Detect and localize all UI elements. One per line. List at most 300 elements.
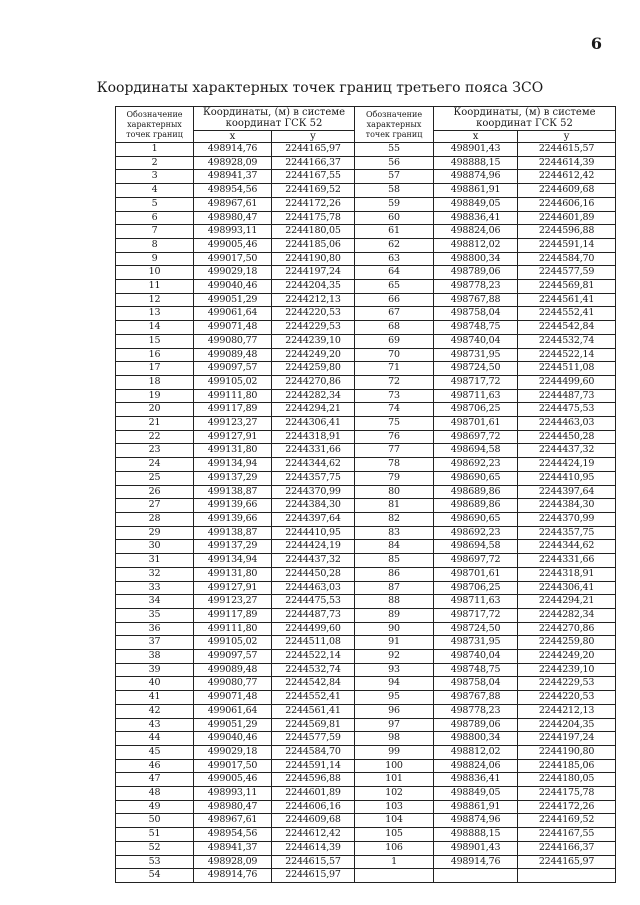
left-coord-y: 2244331,66 bbox=[272, 444, 355, 458]
table-row bbox=[116, 430, 616, 444]
left-point-number: 44 bbox=[116, 732, 194, 746]
left-coord-y: 2244591,14 bbox=[272, 759, 355, 773]
table-row bbox=[116, 403, 616, 417]
table-row bbox=[116, 718, 616, 732]
right-coord-y: 2244249,20 bbox=[518, 650, 616, 664]
axis-y-left: y bbox=[272, 130, 355, 142]
right-coord-x: 498914,76 bbox=[434, 855, 518, 869]
right-point-number: 84 bbox=[355, 540, 434, 554]
right-point-number bbox=[355, 869, 434, 883]
table-row bbox=[116, 293, 616, 307]
left-point-number: 8 bbox=[116, 238, 194, 252]
right-coord-y: 2244212,13 bbox=[518, 704, 616, 718]
left-point-number: 32 bbox=[116, 567, 194, 581]
left-point-number: 34 bbox=[116, 595, 194, 609]
right-coord-x: 498731,95 bbox=[434, 348, 518, 362]
left-coord-y: 2244249,20 bbox=[272, 348, 355, 362]
right-coord-x: 498689,86 bbox=[434, 499, 518, 513]
left-coord-x: 499061,64 bbox=[194, 307, 272, 321]
right-point-number: 58 bbox=[355, 184, 434, 198]
right-point-number: 103 bbox=[355, 800, 434, 814]
left-point-number: 13 bbox=[116, 307, 194, 321]
table-row bbox=[116, 554, 616, 568]
right-coord-y: 2244282,34 bbox=[518, 608, 616, 622]
right-point-number: 72 bbox=[355, 375, 434, 389]
table-row bbox=[116, 567, 616, 581]
left-coord-x: 498967,61 bbox=[194, 197, 272, 211]
left-coord-x: 498954,56 bbox=[194, 184, 272, 198]
left-coord-y: 2244270,86 bbox=[272, 375, 355, 389]
right-coord-y: 2244463,03 bbox=[518, 417, 616, 431]
left-coord-y: 2244499,60 bbox=[272, 622, 355, 636]
right-point-number: 100 bbox=[355, 759, 434, 773]
right-point-number: 55 bbox=[355, 143, 434, 157]
left-coord-y: 2244561,41 bbox=[272, 704, 355, 718]
left-coord-y: 2244511,08 bbox=[272, 636, 355, 650]
left-point-number: 47 bbox=[116, 773, 194, 787]
left-point-number: 40 bbox=[116, 677, 194, 691]
left-coord-x: 498993,11 bbox=[194, 225, 272, 239]
right-coord-x: 498812,02 bbox=[434, 238, 518, 252]
left-coord-y: 2244239,10 bbox=[272, 334, 355, 348]
left-coord-x: 498941,37 bbox=[194, 841, 272, 855]
right-coord-y: 2244606,16 bbox=[518, 197, 616, 211]
right-coord-x: 498758,04 bbox=[434, 677, 518, 691]
right-coord-x: 498888,15 bbox=[434, 828, 518, 842]
right-point-number: 96 bbox=[355, 704, 434, 718]
left-coord-y: 2244552,41 bbox=[272, 691, 355, 705]
right-coord-x: 498717,72 bbox=[434, 608, 518, 622]
left-point-number: 16 bbox=[116, 348, 194, 362]
right-coord-x: 498701,61 bbox=[434, 417, 518, 431]
left-point-number: 30 bbox=[116, 540, 194, 554]
left-point-number: 12 bbox=[116, 293, 194, 307]
right-coord-y: 2244561,41 bbox=[518, 293, 616, 307]
right-point-number: 92 bbox=[355, 650, 434, 664]
right-coord-x: 498812,02 bbox=[434, 745, 518, 759]
right-point-number: 105 bbox=[355, 828, 434, 842]
right-coord-x: 498800,34 bbox=[434, 252, 518, 266]
left-coord-y: 2244569,81 bbox=[272, 718, 355, 732]
right-point-number: 88 bbox=[355, 595, 434, 609]
table-row bbox=[116, 417, 616, 431]
page-number: 6 bbox=[590, 34, 602, 53]
left-coord-y: 2244306,41 bbox=[272, 417, 355, 431]
table-row bbox=[116, 540, 616, 554]
right-coord-x: 498824,06 bbox=[434, 225, 518, 239]
right-coord-y: 2244165,97 bbox=[518, 855, 616, 869]
right-point-number: 80 bbox=[355, 485, 434, 499]
left-point-number: 23 bbox=[116, 444, 194, 458]
left-coord-x: 499117,89 bbox=[194, 608, 272, 622]
left-point-number: 2 bbox=[116, 156, 194, 170]
table-row bbox=[116, 650, 616, 664]
left-coord-y: 2244190,80 bbox=[272, 252, 355, 266]
left-coord-y: 2244212,13 bbox=[272, 293, 355, 307]
right-point-number: 67 bbox=[355, 307, 434, 321]
right-coord-x: 498849,05 bbox=[434, 197, 518, 211]
right-point-number: 79 bbox=[355, 471, 434, 485]
left-coord-x: 499138,87 bbox=[194, 526, 272, 540]
table-row bbox=[116, 389, 616, 403]
left-coord-y: 2244614,39 bbox=[272, 841, 355, 855]
right-coord-x: 498748,75 bbox=[434, 663, 518, 677]
table-row bbox=[116, 156, 616, 170]
left-coord-y: 2244606,16 bbox=[272, 800, 355, 814]
left-coord-x: 498967,61 bbox=[194, 814, 272, 828]
table-row bbox=[116, 170, 616, 184]
table-row bbox=[116, 499, 616, 513]
right-coord-y: 2244384,30 bbox=[518, 499, 616, 513]
right-coord-y: 2244229,53 bbox=[518, 677, 616, 691]
left-coord-x: 499017,50 bbox=[194, 252, 272, 266]
left-point-number: 45 bbox=[116, 745, 194, 759]
right-coord-y: 2244239,10 bbox=[518, 663, 616, 677]
left-coord-x: 499040,46 bbox=[194, 732, 272, 746]
table-row bbox=[116, 855, 616, 869]
right-coord-y: 2244172,26 bbox=[518, 800, 616, 814]
left-coord-y: 2244384,30 bbox=[272, 499, 355, 513]
left-coord-x: 499137,29 bbox=[194, 471, 272, 485]
table-row bbox=[116, 348, 616, 362]
right-coord-y: 2244306,41 bbox=[518, 581, 616, 595]
right-coord-x: 498836,41 bbox=[434, 211, 518, 225]
right-coord-x: 498717,72 bbox=[434, 375, 518, 389]
left-coord-y: 2244165,97 bbox=[272, 143, 355, 157]
left-coord-x: 499029,18 bbox=[194, 745, 272, 759]
table-body bbox=[116, 143, 616, 883]
left-coord-x: 499134,94 bbox=[194, 458, 272, 472]
left-point-number: 37 bbox=[116, 636, 194, 650]
left-coord-x: 499117,89 bbox=[194, 403, 272, 417]
right-coord-y: 2244270,86 bbox=[518, 622, 616, 636]
right-coord-y: 2244615,57 bbox=[518, 143, 616, 157]
left-coord-y: 2244463,03 bbox=[272, 581, 355, 595]
right-coord-x: 498692,23 bbox=[434, 526, 518, 540]
left-coord-y: 2244542,84 bbox=[272, 677, 355, 691]
left-point-number: 24 bbox=[116, 458, 194, 472]
right-coord-x: 498861,91 bbox=[434, 184, 518, 198]
right-point-number: 70 bbox=[355, 348, 434, 362]
right-coord-y: 2244450,28 bbox=[518, 430, 616, 444]
right-point-number: 63 bbox=[355, 252, 434, 266]
right-point-number: 95 bbox=[355, 691, 434, 705]
left-coord-y: 2244410,95 bbox=[272, 526, 355, 540]
right-coord-x: 498758,04 bbox=[434, 307, 518, 321]
left-coord-y: 2244357,75 bbox=[272, 471, 355, 485]
right-point-number: 87 bbox=[355, 581, 434, 595]
right-point-number: 91 bbox=[355, 636, 434, 650]
right-coord-y: 2244437,32 bbox=[518, 444, 616, 458]
right-coord-y bbox=[518, 869, 616, 883]
table-row bbox=[116, 362, 616, 376]
right-coord-y: 2244612,42 bbox=[518, 170, 616, 184]
left-coord-y: 2244204,35 bbox=[272, 280, 355, 294]
right-coord-y: 2244552,41 bbox=[518, 307, 616, 321]
table-row bbox=[116, 608, 616, 622]
right-point-number: 89 bbox=[355, 608, 434, 622]
table-row bbox=[116, 375, 616, 389]
right-point-number: 99 bbox=[355, 745, 434, 759]
left-coord-x: 499005,46 bbox=[194, 773, 272, 787]
right-coord-y: 2244532,74 bbox=[518, 334, 616, 348]
right-coord-y: 2244499,60 bbox=[518, 375, 616, 389]
left-coord-x: 499127,91 bbox=[194, 581, 272, 595]
right-point-number: 90 bbox=[355, 622, 434, 636]
right-coord-x: 498690,65 bbox=[434, 512, 518, 526]
left-coord-x: 498914,76 bbox=[194, 869, 272, 883]
left-coord-y: 2244166,37 bbox=[272, 156, 355, 170]
coordinates-table bbox=[115, 106, 616, 883]
left-point-number: 53 bbox=[116, 855, 194, 869]
right-point-number: 65 bbox=[355, 280, 434, 294]
right-point-number: 83 bbox=[355, 526, 434, 540]
right-coord-x: 498901,43 bbox=[434, 841, 518, 855]
right-point-number: 62 bbox=[355, 238, 434, 252]
right-coord-x: 498888,15 bbox=[434, 156, 518, 170]
left-coord-y: 2244169,52 bbox=[272, 184, 355, 198]
table-row bbox=[116, 691, 616, 705]
left-coord-y: 2244601,89 bbox=[272, 787, 355, 801]
right-coord-x: 498706,25 bbox=[434, 581, 518, 595]
left-point-number: 39 bbox=[116, 663, 194, 677]
table-row bbox=[116, 184, 616, 198]
table-row bbox=[116, 814, 616, 828]
left-coord-x: 499040,46 bbox=[194, 280, 272, 294]
right-coord-x: 498706,25 bbox=[434, 403, 518, 417]
left-coord-y: 2244229,53 bbox=[272, 321, 355, 335]
right-coord-x: 498724,50 bbox=[434, 622, 518, 636]
right-coord-y: 2244475,53 bbox=[518, 403, 616, 417]
left-point-number: 18 bbox=[116, 375, 194, 389]
table-row bbox=[116, 732, 616, 746]
right-coord-x: 498689,86 bbox=[434, 485, 518, 499]
left-coord-y: 2244424,19 bbox=[272, 540, 355, 554]
right-point-number: 69 bbox=[355, 334, 434, 348]
left-point-number: 46 bbox=[116, 759, 194, 773]
right-point-number: 64 bbox=[355, 266, 434, 280]
left-point-number: 50 bbox=[116, 814, 194, 828]
right-coord-y: 2244614,39 bbox=[518, 156, 616, 170]
right-coord-x: 498778,23 bbox=[434, 704, 518, 718]
right-coord-y: 2244185,06 bbox=[518, 759, 616, 773]
left-point-number: 31 bbox=[116, 554, 194, 568]
table-row bbox=[116, 869, 616, 883]
right-coord-y: 2244424,19 bbox=[518, 458, 616, 472]
right-coord-x: 498824,06 bbox=[434, 759, 518, 773]
left-coord-y: 2244180,05 bbox=[272, 225, 355, 239]
right-point-number: 106 bbox=[355, 841, 434, 855]
left-coord-x: 499123,27 bbox=[194, 417, 272, 431]
left-coord-y: 2244220,53 bbox=[272, 307, 355, 321]
left-coord-y: 2244282,34 bbox=[272, 389, 355, 403]
left-coord-x: 498941,37 bbox=[194, 170, 272, 184]
right-coord-x: 498748,75 bbox=[434, 321, 518, 335]
left-coord-x: 498928,09 bbox=[194, 156, 272, 170]
header-coords-left: Координаты, (м) в системе координат ГСК 52 bbox=[194, 107, 355, 131]
left-point-number: 3 bbox=[116, 170, 194, 184]
table-row bbox=[116, 787, 616, 801]
right-coord-y: 2244410,95 bbox=[518, 471, 616, 485]
right-coord-y: 2244331,66 bbox=[518, 554, 616, 568]
left-point-number: 26 bbox=[116, 485, 194, 499]
right-coord-y: 2244596,88 bbox=[518, 225, 616, 239]
left-coord-y: 2244615,97 bbox=[272, 869, 355, 883]
table-row bbox=[116, 622, 616, 636]
right-coord-x: 498740,04 bbox=[434, 650, 518, 664]
right-coord-y: 2244370,99 bbox=[518, 512, 616, 526]
right-coord-x: 498740,04 bbox=[434, 334, 518, 348]
right-coord-y: 2244344,62 bbox=[518, 540, 616, 554]
left-coord-y: 2244185,06 bbox=[272, 238, 355, 252]
left-point-number: 20 bbox=[116, 403, 194, 417]
right-point-number: 76 bbox=[355, 430, 434, 444]
right-point-number: 102 bbox=[355, 787, 434, 801]
left-coord-x: 499051,29 bbox=[194, 293, 272, 307]
right-point-number: 60 bbox=[355, 211, 434, 225]
right-point-number: 77 bbox=[355, 444, 434, 458]
table-row bbox=[116, 677, 616, 691]
right-coord-x: 498731,95 bbox=[434, 636, 518, 650]
left-coord-x: 499080,77 bbox=[194, 677, 272, 691]
right-point-number: 85 bbox=[355, 554, 434, 568]
right-point-number: 73 bbox=[355, 389, 434, 403]
right-coord-x: 498697,72 bbox=[434, 554, 518, 568]
table-row bbox=[116, 773, 616, 787]
right-coord-y: 2244511,08 bbox=[518, 362, 616, 376]
left-coord-x: 499105,02 bbox=[194, 375, 272, 389]
left-coord-y: 2244450,28 bbox=[272, 567, 355, 581]
left-coord-x: 499139,66 bbox=[194, 499, 272, 513]
left-point-number: 5 bbox=[116, 197, 194, 211]
left-coord-y: 2244612,42 bbox=[272, 828, 355, 842]
left-point-number: 19 bbox=[116, 389, 194, 403]
table-row bbox=[116, 238, 616, 252]
left-coord-x: 499097,57 bbox=[194, 650, 272, 664]
table-row bbox=[116, 512, 616, 526]
left-coord-x: 498928,09 bbox=[194, 855, 272, 869]
table-row bbox=[116, 252, 616, 266]
table-row bbox=[116, 759, 616, 773]
left-point-number: 43 bbox=[116, 718, 194, 732]
table-row bbox=[116, 526, 616, 540]
left-point-number: 4 bbox=[116, 184, 194, 198]
left-point-number: 33 bbox=[116, 581, 194, 595]
left-coord-y: 2244437,32 bbox=[272, 554, 355, 568]
right-point-number: 101 bbox=[355, 773, 434, 787]
table-row bbox=[116, 307, 616, 321]
left-point-number: 15 bbox=[116, 334, 194, 348]
left-coord-y: 2244318,91 bbox=[272, 430, 355, 444]
right-coord-y: 2244577,59 bbox=[518, 266, 616, 280]
left-coord-x: 499071,48 bbox=[194, 321, 272, 335]
header-point-left: Обозначение характерных точек границ bbox=[116, 107, 194, 143]
left-point-number: 27 bbox=[116, 499, 194, 513]
right-coord-x: 498694,58 bbox=[434, 444, 518, 458]
right-coord-y: 2244601,89 bbox=[518, 211, 616, 225]
right-coord-x: 498849,05 bbox=[434, 787, 518, 801]
right-point-number: 81 bbox=[355, 499, 434, 513]
table-row bbox=[116, 828, 616, 842]
left-coord-x: 499005,46 bbox=[194, 238, 272, 252]
left-coord-y: 2244197,24 bbox=[272, 266, 355, 280]
table-row bbox=[116, 636, 616, 650]
right-coord-y: 2244180,05 bbox=[518, 773, 616, 787]
table-row bbox=[116, 800, 616, 814]
left-point-number: 7 bbox=[116, 225, 194, 239]
left-coord-y: 2244175,78 bbox=[272, 211, 355, 225]
left-coord-x: 498954,56 bbox=[194, 828, 272, 842]
left-point-number: 9 bbox=[116, 252, 194, 266]
right-coord-x: 498694,58 bbox=[434, 540, 518, 554]
right-coord-y: 2244204,35 bbox=[518, 718, 616, 732]
right-point-number: 56 bbox=[355, 156, 434, 170]
right-coord-x: 498724,50 bbox=[434, 362, 518, 376]
right-point-number: 94 bbox=[355, 677, 434, 691]
right-point-number: 104 bbox=[355, 814, 434, 828]
left-coord-y: 2244522,14 bbox=[272, 650, 355, 664]
left-coord-y: 2244370,99 bbox=[272, 485, 355, 499]
left-coord-y: 2244167,55 bbox=[272, 170, 355, 184]
left-coord-y: 2244397,64 bbox=[272, 512, 355, 526]
left-point-number: 54 bbox=[116, 869, 194, 883]
left-coord-y: 2244609,68 bbox=[272, 814, 355, 828]
right-coord-y: 2244522,14 bbox=[518, 348, 616, 362]
left-point-number: 29 bbox=[116, 526, 194, 540]
table-row bbox=[116, 334, 616, 348]
table-row bbox=[116, 321, 616, 335]
left-coord-x: 499029,18 bbox=[194, 266, 272, 280]
right-coord-x: 498901,43 bbox=[434, 143, 518, 157]
right-coord-x: 498874,96 bbox=[434, 170, 518, 184]
left-coord-y: 2244475,53 bbox=[272, 595, 355, 609]
right-coord-y: 2244318,91 bbox=[518, 567, 616, 581]
left-point-number: 41 bbox=[116, 691, 194, 705]
right-point-number: 86 bbox=[355, 567, 434, 581]
right-point-number: 68 bbox=[355, 321, 434, 335]
table-row bbox=[116, 581, 616, 595]
right-coord-y: 2244584,70 bbox=[518, 252, 616, 266]
right-coord-y: 2244190,80 bbox=[518, 745, 616, 759]
left-coord-y: 2244344,62 bbox=[272, 458, 355, 472]
table-row bbox=[116, 745, 616, 759]
right-coord-y: 2244591,14 bbox=[518, 238, 616, 252]
right-coord-x: 498767,88 bbox=[434, 293, 518, 307]
right-coord-y: 2244169,52 bbox=[518, 814, 616, 828]
right-coord-x: 498767,88 bbox=[434, 691, 518, 705]
right-point-number: 74 bbox=[355, 403, 434, 417]
right-point-number: 59 bbox=[355, 197, 434, 211]
left-point-number: 52 bbox=[116, 841, 194, 855]
right-coord-x: 498836,41 bbox=[434, 773, 518, 787]
right-coord-y: 2244167,55 bbox=[518, 828, 616, 842]
left-coord-x: 499131,80 bbox=[194, 567, 272, 581]
right-point-number: 66 bbox=[355, 293, 434, 307]
left-point-number: 21 bbox=[116, 417, 194, 431]
left-coord-y: 2244259,80 bbox=[272, 362, 355, 376]
right-coord-x: 498697,72 bbox=[434, 430, 518, 444]
left-point-number: 6 bbox=[116, 211, 194, 225]
left-coord-x: 498993,11 bbox=[194, 787, 272, 801]
left-coord-x: 499127,91 bbox=[194, 430, 272, 444]
left-coord-x: 499111,80 bbox=[194, 389, 272, 403]
left-point-number: 49 bbox=[116, 800, 194, 814]
left-coord-x: 499131,80 bbox=[194, 444, 272, 458]
right-coord-y: 2244569,81 bbox=[518, 280, 616, 294]
left-point-number: 11 bbox=[116, 280, 194, 294]
left-coord-x: 499089,48 bbox=[194, 663, 272, 677]
left-point-number: 48 bbox=[116, 787, 194, 801]
